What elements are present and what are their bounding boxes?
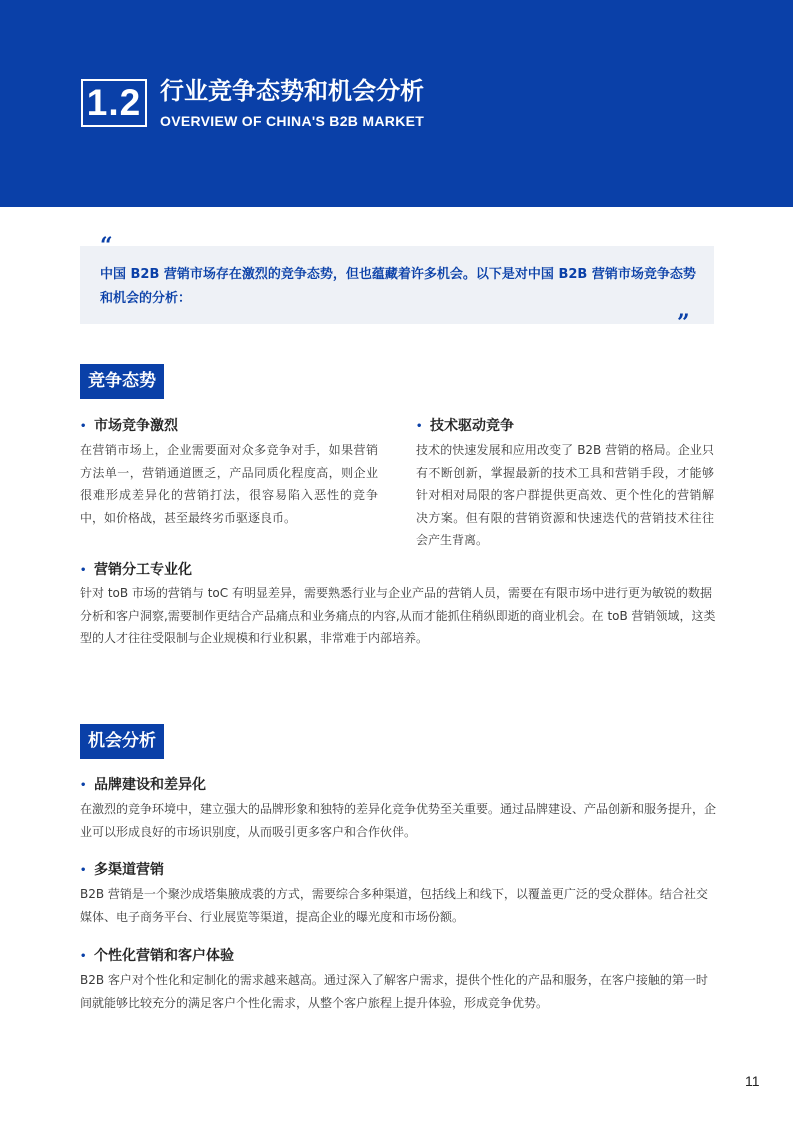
opportunity-item-3-title: • 个性化营销和客户体验 xyxy=(80,946,234,967)
opportunity-item-1-body: 在激烈的竞争环境中，建立强大的品牌形象和独特的差异化竞争优势至关重要。通过品牌建设、产品创新和服务提升，企业可以形成良好的市场识别度，从而吸引更多客户和合作伙伴。 xyxy=(80,802,717,839)
bullet-icon: • xyxy=(416,421,423,432)
competition-item-3-title: • 营销分工专业化 xyxy=(80,560,192,581)
intro-quote-text: 中国 B2B 营销市场存在激烈的竞争态势，但也蕴藏着许多机会。以下是对中国 B2B 营销市场竞争态势和机会的分析： xyxy=(100,267,696,306)
page-number: 11 xyxy=(745,1073,760,1089)
bullet-icon: • xyxy=(80,421,87,432)
section-number: 1.2 xyxy=(81,79,147,127)
bullet-icon: • xyxy=(80,951,87,962)
opportunity-item-3-body: B2B 客户对个性化和定制化的需求越来越高。通过深入了解客户需求，提供个性化的产品和服务，在客户接触的第一时间就能够比较充分的满足客户个性化需求，从整个客户旅程上提升体验，形成竞争优势。 xyxy=(80,973,708,1010)
opportunity-item-2-title: • 多渠道营销 xyxy=(80,860,164,881)
competition-item-3-body: 针对 toB 市场的营销与 toC 有明显差异，需要熟悉行业与企业产品的营销人员，需要在有限市场中进行更为敏锐的数据分析和客户洞察,需要制作更结合产品痛点和业务痛点的内容,从而才能抓住稍纵即逝的商业机会。在 toB 营销领域，这类型的人才往往受限制与企业规模和行业积累，非常难于内部培养。 xyxy=(80,586,716,645)
competition-item-2-body: 技术的快速发展和应用改变了 B2B 营销的格局。企业只有不断创新，掌握最新的技术工具和营销手段，才能够针对相对局限的客户群提供更高效、更个性化的营销解决方案。但有限的营销资源和快速迭代的营销技术往往会产生背离。 xyxy=(416,443,714,547)
bullet-icon: • xyxy=(80,780,87,791)
bullet-icon: • xyxy=(80,565,87,576)
opportunity-tag: 机会分析 xyxy=(80,724,164,759)
header-band xyxy=(0,0,793,207)
competition-item-2-title: • 技术驱动竞争 xyxy=(416,416,514,437)
section-title: 行业竞争态势和机会分析 xyxy=(160,77,424,105)
opportunity-item-1-title: • 品牌建设和差异化 xyxy=(80,775,206,796)
bullet-icon: • xyxy=(80,865,87,876)
competition-tag: 竞争态势 xyxy=(80,364,164,399)
opportunity-item-2-body: B2B 营销是一个聚沙成塔集腋成裘的方式，需要综合多种渠道，包括线上和线下，以覆盖更广泛的受众群体。结合社交媒体、电子商务平台、行业展览等渠道，提高企业的曝光度和市场份额。 xyxy=(80,887,708,924)
competition-item-1-body: 在营销市场上，企业需要面对众多竞争对手，如果营销方法单一，营销通道匮乏，产品同质化程度高，则企业很难形成差异化的营销打法，很容易陷入恶性的竞争中，如价格战，甚至最终劣币驱逐良币。 xyxy=(80,443,378,525)
open-quote-icon: “ xyxy=(100,233,113,259)
close-quote-icon: ” xyxy=(677,310,690,336)
competition-item-1-title: • 市场竞争激烈 xyxy=(80,416,178,437)
section-subtitle: OVERVIEW OF CHINA'S B2B MARKET xyxy=(160,113,425,129)
